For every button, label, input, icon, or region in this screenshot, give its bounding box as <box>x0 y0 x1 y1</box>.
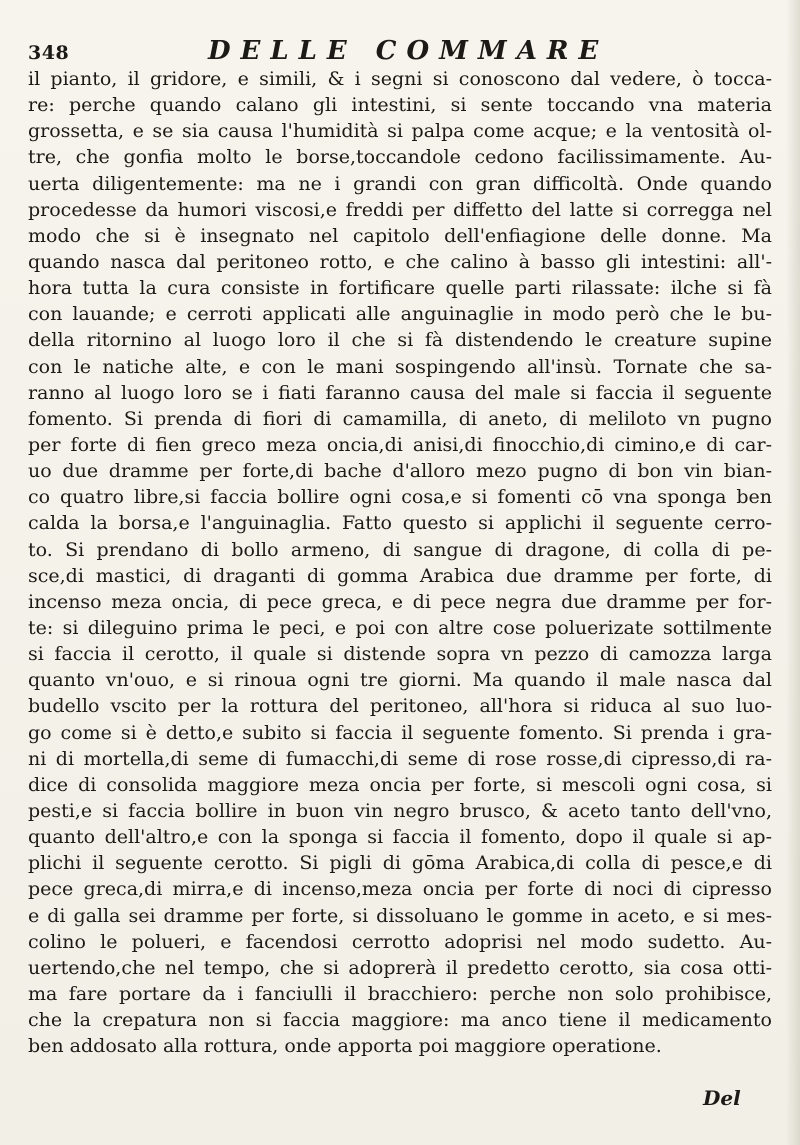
text-line: incenso meza oncia, di pece greca, e di pece negra due dramme per for- <box>28 590 772 613</box>
text-line: che la crepatura non si faccia maggiore: ma anco tiene il medicamento <box>28 1009 772 1032</box>
text-line: fomento. Si prenda di fiori di camamilla, di aneto, di meliloto vn pugno <box>28 407 772 430</box>
text-line: e di galla sei dramme per forte, si dissoluano le gomme in aceto, e si mes- <box>28 904 772 927</box>
text-line: uo due dramme per forte,di bache d'alloro mezo pugno di bon vin bian- <box>28 460 772 483</box>
text-line: ranno al luogo loro se i fiati faranno causa del male si faccia il seguente <box>28 381 772 404</box>
text-line: plichi il seguente cerotto. Si pigli di gōma Arabica,di colla di pesce,e di <box>28 852 772 875</box>
text-line: con le natiche alte, e con le mani sospingendo all'insù. Tornate che sa- <box>28 355 772 378</box>
text-line: della ritornino al luogo loro il che si fà distendendo le creature supine <box>28 329 772 352</box>
text-line: quando nasca dal peritoneo rotto, e che calino à basso gli intestini: all'- <box>28 250 772 273</box>
text-line: uertendo,che nel tempo, che si adoprerà il predetto cerotto, sia cosa otti- <box>28 956 772 979</box>
text-line: te: si dileguino prima le peci, e poi con altre cose poluerizate sottilmente <box>28 616 772 639</box>
catchword: Del <box>703 1086 741 1110</box>
text-line: con lauande; e cerroti applicati alle anguinaglie in modo però che le bu- <box>28 303 772 326</box>
text-line: budello vscito per la rottura del peritoneo, all'hora si riduca al suo luo- <box>28 695 772 718</box>
text-line: si faccia il cerotto, il quale si distende sopra vn pezzo di camozza larga <box>28 643 772 666</box>
text-line: tre, che gonfia molto le borse,toccandole cedono facilissimamente. Au- <box>28 146 772 169</box>
text-line: il pianto, il gridore, e simili, & i segni si conoscono dal vedere, ò tocca- <box>28 68 772 90</box>
text-line: re: perche quando calano gli intestini, si sente toccando vna materia <box>28 94 772 117</box>
page-header <box>28 36 768 66</box>
text-line: co quatro libre,si faccia bollire ogni cosa,e si fomenti cō vna sponga ben <box>28 486 772 509</box>
text-line: ma fare portare da i fanciulli il bracchiero: perche non solo prohibisce, <box>28 982 772 1005</box>
text-line: pece greca,di mirra,e di incenso,meza oncia per forte di noci di cipresso <box>28 878 772 901</box>
text-line: pesti,e si faccia bollire in buon vin negro brusco, & aceto tanto dell'vno, <box>28 799 772 822</box>
text-line: to. Si prendano di bollo armeno, di sangue di dragone, di colla di pe- <box>28 538 772 561</box>
page-edge-shadow <box>786 0 800 1145</box>
page-number: 348 <box>28 42 70 64</box>
text-line: quanto dell'altro,e con la sponga si faccia il fomento, dopo il quale si ap- <box>28 826 772 849</box>
body-text <box>28 66 772 1059</box>
text-line: ni di mortella,di seme di fumacchi,di seme di rose rosse,di cipresso,di ra- <box>28 747 772 770</box>
text-line: ben addosato alla rottura, onde apporta poi maggiore operatione. <box>28 1035 662 1058</box>
text-line: modo che si è insegnato nel capitolo dell'enfiagione delle donne. Ma <box>28 224 772 247</box>
text-line: uerta diligentemente: ma ne i grandi con gran difficoltà. Onde quando <box>28 172 772 195</box>
text-line: go come si è detto,e subito si faccia il seguente fomento. Si prenda i gra- <box>28 721 772 744</box>
running-title: DELLE COMMARE <box>208 36 609 66</box>
text-line: colino le polueri, e facendosi cerrotto adoprisi nel modo sudetto. Au- <box>28 930 772 953</box>
text-line: sce,di mastici, di draganti di gomma Arabica due dramme per forte, di <box>28 564 772 587</box>
text-line: per forte di fien greco meza oncia,di anisi,di finocchio,di cimino,e di car- <box>28 433 772 456</box>
text-line: grossetta, e se sia causa l'humidità si palpa come acque; e la ventosità ol- <box>28 120 772 143</box>
text-line: dice di consolida maggiore meza oncia per forte, si mescoli ogni cosa, si <box>28 773 772 796</box>
text-line: quanto vn'ouo, e si rinoua ogni tre giorni. Ma quando il male nasca dal <box>28 669 772 692</box>
text-line: calda la borsa,e l'anguinaglia. Fatto questo si applichi il seguente cerro- <box>28 512 772 535</box>
text-line: procedesse da humori viscosi,e freddi per diffetto del latte si corregga nel <box>28 198 772 221</box>
text-line: hora tutta la cura consiste in fortificare quelle parti rilassate: ilche si fà <box>28 277 772 300</box>
